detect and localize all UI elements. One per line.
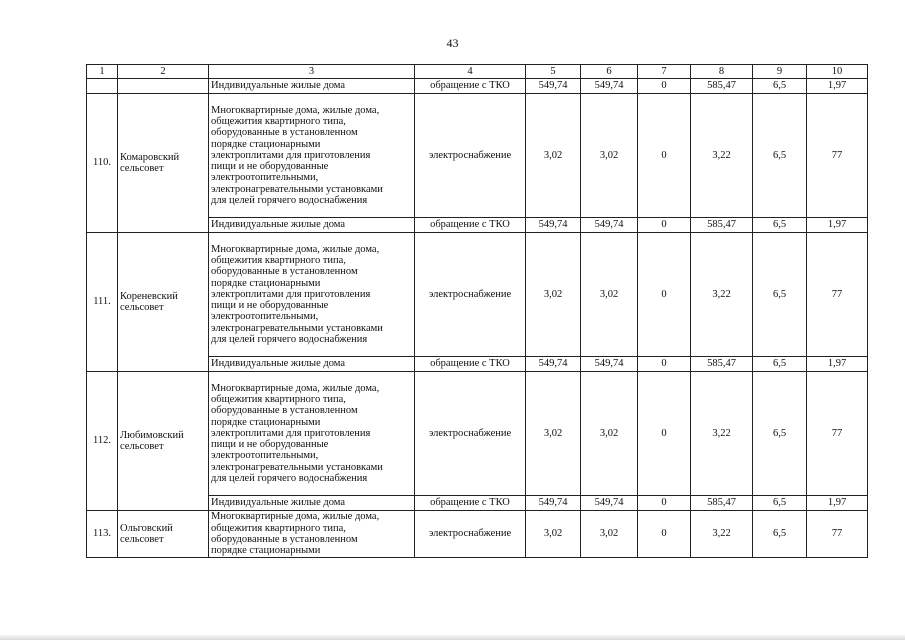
value-cell: 1,97 [807,496,868,511]
consumer-category-cell: Индивидуальные жилые дома [209,496,415,511]
value-cell: 549,74 [581,79,638,94]
tariff-table [86,64,868,558]
settlement-cell [118,79,209,94]
value-cell: 0 [638,94,691,218]
service-cell: электроснабжение [415,372,526,496]
value-cell: 1,97 [807,218,868,233]
consumer-category-cell: Индивидуальные жилые дома [209,79,415,94]
value-cell: 585,47 [691,496,753,511]
consumer-category-cell: Многоквартирные дома, жилые дома, общежития квартирного типа, оборудованные в установленном порядке стационарными [209,511,415,558]
consumer-category-cell: Индивидуальные жилые дома [209,357,415,372]
value-cell: 6,5 [753,218,807,233]
service-cell: обращение с ТКО [415,357,526,372]
consumer-category-cell: Многоквартирные дома, жилые дома, общежития квартирного типа, оборудованные в установленном порядке стационарными электроплитами для приготовления пищи и не оборудованные электроотопительными, электронагревательными установками для целей горячего водоснабжения [209,233,415,357]
value-cell: 549,74 [581,496,638,511]
value-cell: 0 [638,496,691,511]
value-cell: 0 [638,233,691,357]
header-cell: 4 [415,65,526,79]
page-number: 43 [446,36,459,50]
header-cell: 9 [753,65,807,79]
value-cell: 3,22 [691,233,753,357]
page-margin [86,570,867,640]
settlement-name-cell: Ольговский сельсовет [118,511,209,558]
header-cell: 5 [526,65,581,79]
value-cell: 6,5 [753,94,807,218]
value-cell: 585,47 [691,79,753,94]
value-cell: 3,02 [581,233,638,357]
service-cell: электроснабжение [415,511,526,558]
table-row [87,372,868,496]
row-number-cell [87,79,118,94]
table-row [87,79,868,94]
value-cell: 1,97 [807,357,868,372]
value-cell: 77 [807,94,868,218]
settlement-name-cell: Любимовский сельсовет [118,372,209,511]
value-cell: 77 [807,233,868,357]
value-cell: 0 [638,511,691,558]
value-cell: 549,74 [526,218,581,233]
header-cell: 10 [807,65,868,79]
value-cell: 3,22 [691,511,753,558]
service-cell: обращение с ТКО [415,218,526,233]
value-cell: 3,02 [526,94,581,218]
table-row [87,233,868,357]
consumer-category-cell: Индивидуальные жилые дома [209,218,415,233]
value-cell: 3,22 [691,94,753,218]
value-cell: 549,74 [526,79,581,94]
row-number-cell: 111. [87,233,118,372]
value-cell: 0 [638,79,691,94]
header-cell: 3 [209,65,415,79]
value-cell: 77 [807,372,868,496]
value-cell: 585,47 [691,218,753,233]
value-cell: 6,5 [753,496,807,511]
header-cell: 6 [581,65,638,79]
value-cell: 3,02 [581,94,638,218]
header-cell: 1 [87,65,118,79]
value-cell: 0 [638,218,691,233]
value-cell: 3,22 [691,372,753,496]
value-cell: 1,97 [807,79,868,94]
value-cell: 549,74 [526,357,581,372]
value-cell: 549,74 [526,496,581,511]
service-cell: электроснабжение [415,233,526,357]
header-cell: 7 [638,65,691,79]
value-cell: 0 [638,372,691,496]
value-cell: 585,47 [691,357,753,372]
header-cell: 2 [118,65,209,79]
value-cell: 6,5 [753,233,807,357]
row-number-cell: 112. [87,372,118,511]
row-number-cell: 113. [87,511,118,558]
table-row [87,94,868,218]
value-cell: 3,02 [526,233,581,357]
value-cell: 6,5 [753,372,807,496]
service-cell: электроснабжение [415,94,526,218]
value-cell: 549,74 [581,218,638,233]
consumer-category-cell: Многоквартирные дома, жилые дома, общежития квартирного типа, оборудованные в установленном порядке стационарными электроплитами для приготовления пищи и не оборудованные электроотопительными, электронагревательными установками для целей горячего водоснабжения [209,372,415,496]
value-cell: 6,5 [753,79,807,94]
service-cell: обращение с ТКО [415,79,526,94]
value-cell: 0 [638,357,691,372]
value-cell: 6,5 [753,357,807,372]
header-cell: 8 [691,65,753,79]
value-cell: 77 [807,511,868,558]
settlement-name-cell: Комаровский сельсовет [118,94,209,233]
settlement-name-cell: Кореневский сельсовет [118,233,209,372]
table-row [87,511,868,558]
consumer-category-cell: Многоквартирные дома, жилые дома, общежития квартирного типа, оборудованные в установленном порядке стационарными электроплитами для приготовления пищи и не оборудованные электроотопительными, электронагревательными установками для целей горячего водоснабжения [209,94,415,218]
service-cell: обращение с ТКО [415,496,526,511]
value-cell: 3,02 [526,511,581,558]
row-number-cell: 110. [87,94,118,233]
value-cell: 3,02 [526,372,581,496]
value-cell: 549,74 [581,357,638,372]
value-cell: 6,5 [753,511,807,558]
scan-edge [0,634,905,640]
value-cell: 3,02 [581,511,638,558]
value-cell: 3,02 [581,372,638,496]
header-row [87,65,868,79]
